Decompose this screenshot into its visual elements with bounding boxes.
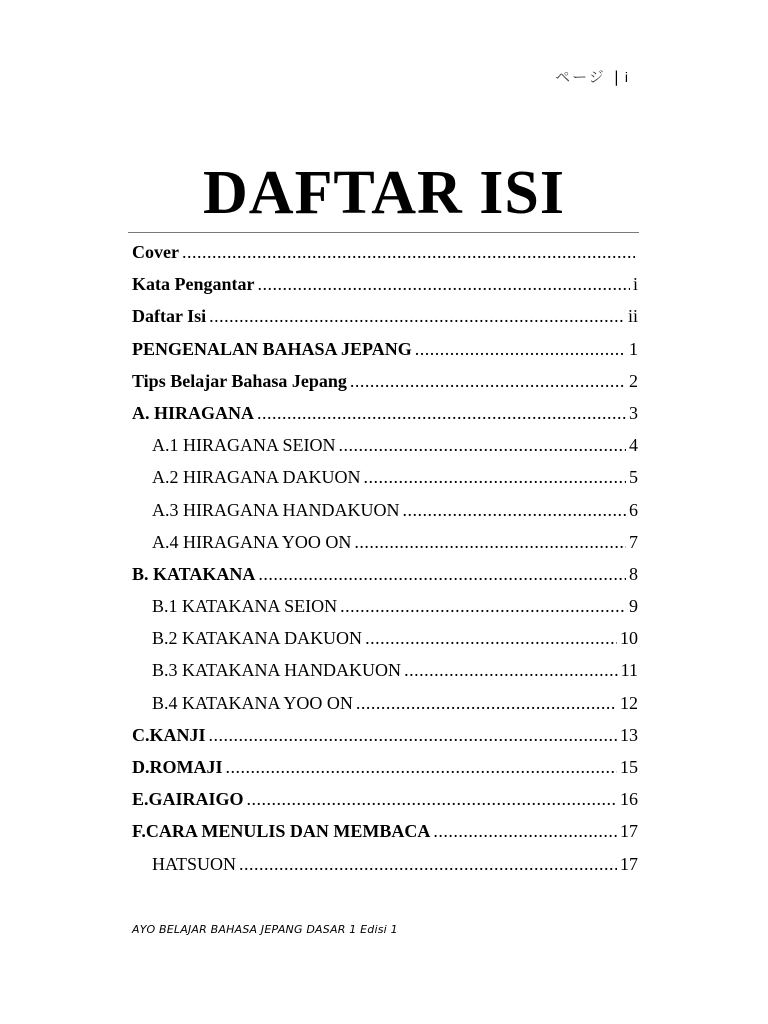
toc-entry-label: A.1 HIRAGANA SEION [152,435,336,456]
toc-dot-leader [433,821,617,842]
toc-dot-leader [339,435,627,456]
toc-entry[interactable] [132,403,638,435]
toc-entry[interactable] [132,435,638,467]
toc-entry-label: Tips Belajar Bahasa Jepang [132,370,347,391]
toc-entry[interactable] [132,628,638,660]
page-footer: AYO BELAJAR BAHASA JEPANG DASAR 1 Edisi 1 [132,923,398,936]
toc-dot-leader [350,371,626,392]
toc-dot-leader [257,274,630,295]
toc-entry[interactable] [132,854,638,886]
toc-entry-page: 11 [620,660,638,681]
toc-entry-page: 9 [629,596,638,617]
toc-entry[interactable] [132,242,638,274]
toc-dot-leader [209,725,617,746]
title-divider [128,232,639,233]
toc-entry-label: C.KANJI [132,724,206,745]
toc-dot-leader [356,693,617,714]
toc-entry[interactable] [132,660,638,692]
toc-entry-label: Daftar Isi [132,306,207,327]
toc-entry-label: B.2 KATAKANA DAKUON [152,628,363,649]
toc-entry-page: ii [627,306,638,327]
toc-entry-page: 15 [620,757,638,777]
toc-dot-leader [239,854,617,875]
toc-entry-label: E.GAIRAIGO [132,789,244,810]
toc-entry-label: A.2 HIRAGANA DAKUON [152,467,361,488]
toc-entry[interactable] [132,532,638,564]
toc-entry-label: B. KATAKANA [132,563,256,584]
toc-entry-page: 17 [620,821,638,842]
table-of-contents [132,242,638,886]
toc-entry-label: PENGENALAN BAHASA JEPANG [132,338,412,359]
toc-entry-label: D.ROMAJI [132,757,223,777]
toc-entry-label: Kata Pengantar [132,274,255,295]
toc-entry-page: 1 [629,338,638,359]
header-page-number: i [624,69,630,85]
toc-entry-page: 4 [629,435,638,456]
toc-dot-leader [209,306,625,327]
toc-entry[interactable] [132,371,638,403]
toc-entry-page: 10 [620,628,638,649]
toc-entry[interactable] [132,725,638,757]
toc-dot-leader [247,789,617,810]
toc-entry-label: B.3 KATAKANA HANDAKUON [152,660,402,681]
toc-entry-page: 8 [629,563,638,584]
header-separator: | [613,68,621,86]
toc-entry[interactable] [132,821,638,853]
toc-entry-page: 16 [620,789,638,810]
toc-dot-leader [226,757,618,778]
toc-dot-leader [354,532,626,553]
toc-entry[interactable] [132,564,638,596]
toc-entry[interactable] [132,500,638,532]
toc-dot-leader [365,628,617,649]
toc-entry-page: 6 [629,499,638,520]
toc-dot-leader [364,467,627,488]
toc-entry[interactable] [132,757,638,789]
toc-entry-label: A.3 HIRAGANA HANDAKUON [152,499,400,520]
page-header [555,66,630,87]
toc-dot-leader [340,596,626,617]
toc-dot-leader [403,500,627,521]
toc-entry-label: F.CARA MENULIS DAN MEMBACA [132,821,431,842]
toc-entry[interactable] [132,306,638,338]
toc-entry-page: 2 [629,370,638,391]
toc-entry[interactable] [132,789,638,821]
toc-entry-label: A.4 HIRAGANA YOO ON [152,531,352,552]
toc-entry-label: HATSUON [152,853,237,874]
toc-dot-leader [415,339,626,360]
toc-dot-leader [258,564,626,585]
toc-entry-page: 5 [629,467,638,488]
toc-entry[interactable] [132,467,638,499]
toc-dot-leader [404,660,618,681]
toc-entry-page: 17 [620,853,638,874]
toc-entry[interactable] [132,596,638,628]
page-title: DAFTAR ISI [203,159,565,227]
toc-entry-label: A. HIRAGANA [132,402,255,423]
toc-dot-leader [257,403,626,424]
toc-entry[interactable] [132,274,638,306]
toc-entry-page: i [632,274,638,295]
toc-entry[interactable] [132,693,638,725]
toc-entry-page: 13 [620,724,638,745]
toc-entry-label: B.4 KATAKANA YOO ON [152,692,353,713]
toc-dot-leader [182,242,635,263]
toc-entry-page: 3 [629,402,638,423]
toc-entry-label: Cover [132,242,179,262]
toc-entry-page: 7 [629,531,638,552]
toc-entry-page: 12 [620,692,638,713]
toc-entry[interactable] [132,339,638,371]
toc-entry-label: B.1 KATAKANA SEION [152,596,338,617]
header-jp-label: ページ [555,68,606,86]
